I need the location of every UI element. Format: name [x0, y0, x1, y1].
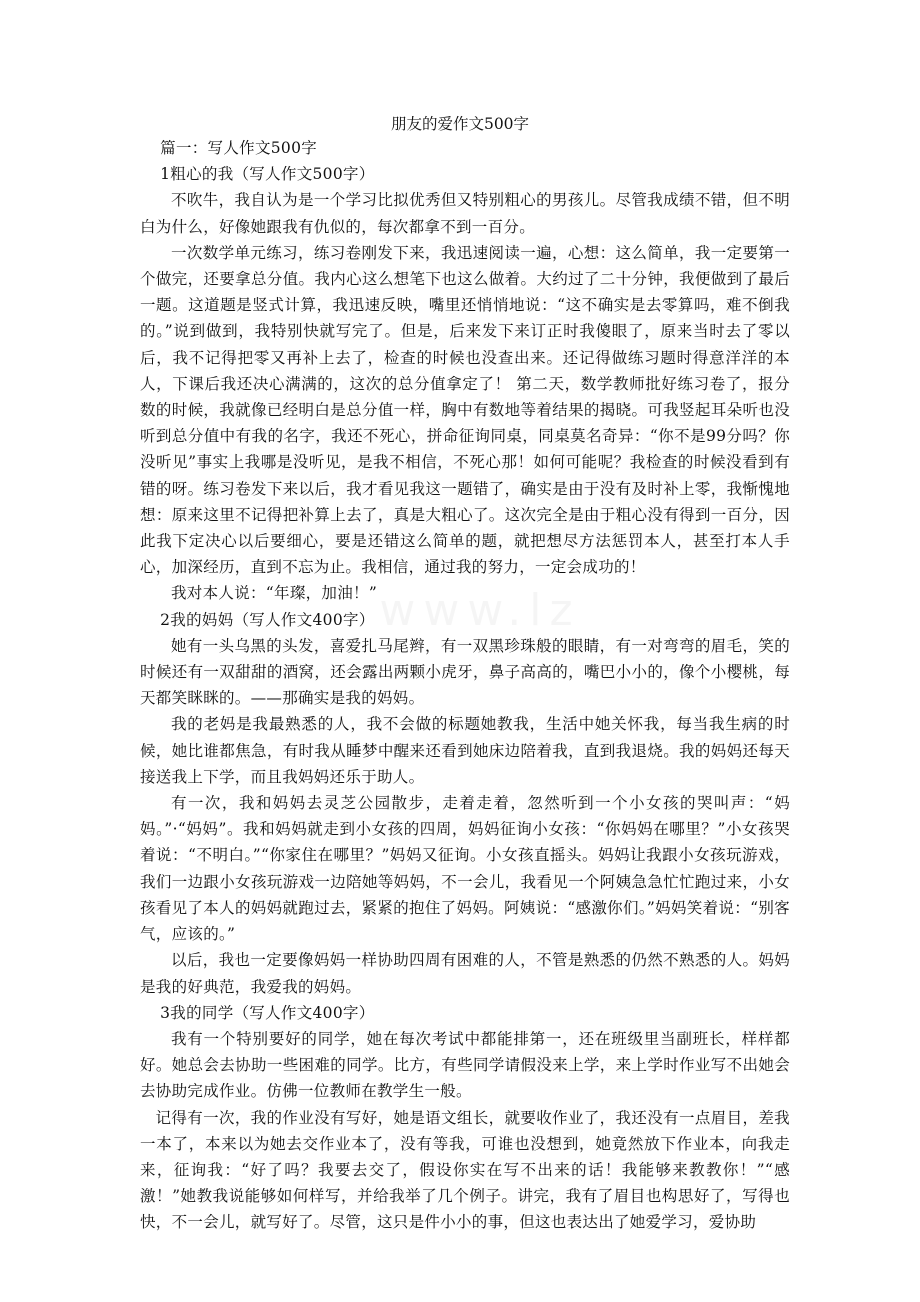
paragraph: 我的老妈是我最熟悉的人，我不会做的标题她教我，生活中她关怀我，每当我生病的时候，她比谁都焦急，有时我从睡梦中醒来还看到她床边陪着我，直到我退烧。我的妈妈还每天接送我上下学，而且我妈妈还乐于助人。: [140, 715, 790, 786]
section-heading: 2我的妈妈（写人作文400字）: [160, 610, 375, 629]
paragraph: 我对本人说：“年璨，加油！”: [171, 584, 378, 603]
paragraph: 一次数学单元练习，练习卷刚发下来，我迅速阅读一遍，心想：这么简单，我一定要第一个做完，还要拿总分值。我内心这么想笔下也这么做着。大约过了二十分钟，我便做到了最后一题。这道题是竖式计算，我迅速反映，嘴里还悄悄地说：“这不确实是去零算吗，难不倒我的。”说到做到，我特别快就写完了。但是，后来发下来订正时我傻眼了，原来当时去了零以后，我不记得把零又再补上去了，检查的时候也没查出来。还记得做练习题时得意洋洋的本人，下课后我还决心满满的，这次的总分值拿定了！ 第二天，数学教师批好练习卷了，报分数的时候，我就像已经明白是总分值一样，胸中有数地等着结果的揭晓。可我竖起耳朵听也没听到总分值中有我的名字，我还不死心，拼命征询同桌，同桌莫名奇异：“你不是99分吗？你没听见”事实上我哪是没听见，是我不相信，不死心那！如何可能呢？我检查的时候没看到有错的呀。练习卷发下来以后，我才看见我这一题错了，确实是由于没有及时补上零，我惭愧地想：原来这里不记得把补算上去了，真是大粗心了。这次完全是由于粗心没有得到一百分，因此我下定决心以后要细心，要是还错这么简单的题，就把想尽方法惩罚本人，甚至打本人手心，加深经历，直到不忘为止。我相信，通过我的努力，一定会成功的！: [140, 243, 790, 577]
section-heading: 3我的同学（写人作文400字）: [160, 1003, 375, 1022]
paragraph: 记得有一次，我的作业没有写好，她是语文组长，就要收作业了，我还没有一点眉目，差我一本了，本来以为她去交作业本了，没有等我，可谁也没想到，她竟然放下作业本，向我走来，征询我：“好了吗？我要去交了，假设你实在写不出来的话！我能够来教教你！”“感激！”她教我说能够如何样写，并给我举了几个例子。讲完，我有了眉目也构思好了，写得也快，不一会儿，就写好了。尽管，这只是件小小的事，但这也表达出了她爱学习，爱协助: [140, 1108, 790, 1232]
paragraph: 不吹牛，我自认为是一个学习比拟优秀但又特别粗心的男孩儿。尽管我成绩不错，但不明白为什么，好像她跟我有仇似的，每次都拿不到一百分。: [140, 191, 790, 236]
paragraph: 以后，我也一定要像妈妈一样协助四周有困难的人，不管是熟悉的仍然不熟悉的人。妈妈是我的好典范，我爱我的妈妈。: [140, 951, 790, 996]
document-title: 朋友的爱作文500字: [390, 115, 530, 133]
section-heading: 篇一：写人作文500字: [160, 139, 318, 157]
section-heading: 1粗心的我（写人作文500字）: [160, 165, 375, 184]
document-body: [140, 135, 790, 1236]
paragraph: 有一次，我和妈妈去灵芝公园散步，走着走着，忽然听到一个小女孩的哭叫声：“妈妈。”·“妈妈”。我和妈妈就走到小女孩的四周，妈妈征询小女孩：“你妈妈在哪里？”小女孩哭着说：“不明白。”“你家住在哪里？”妈妈又征询。小女孩直摇头。妈妈让我跟小女孩玩游戏，我们一边跟小女孩玩游戏一边陪她等妈妈，不一会儿，我看见一个阿姨急急忙忙跑过来，小女孩看见了本人的妈妈就跑过去，紧紧的抱住了妈妈。阿姨说：“感激你们。”妈妈笑着说：“别客气，应该的。”: [140, 794, 790, 944]
paragraph: 我有一个特别要好的同学，她在每次考试中都能排第一，还在班级里当副班长，样样都好。她总会去协助一些困难的同学。比方，有些同学请假没来上学，来上学时作业写不出她会去协助完成作业。仿佛一位教师在教学生一般。: [140, 1029, 790, 1101]
paragraph: 她有一头乌黑的头发，喜爱扎马尾辫，有一双黑珍珠般的眼睛，有一对弯弯的眉毛，笑的时候还有一双甜甜的酒窝，还会露出两颗小虎牙，鼻子高高的，嘴巴小小的，像个小樱桃，每天都笑眯眯的。——那确实是我的妈妈。: [140, 636, 790, 708]
